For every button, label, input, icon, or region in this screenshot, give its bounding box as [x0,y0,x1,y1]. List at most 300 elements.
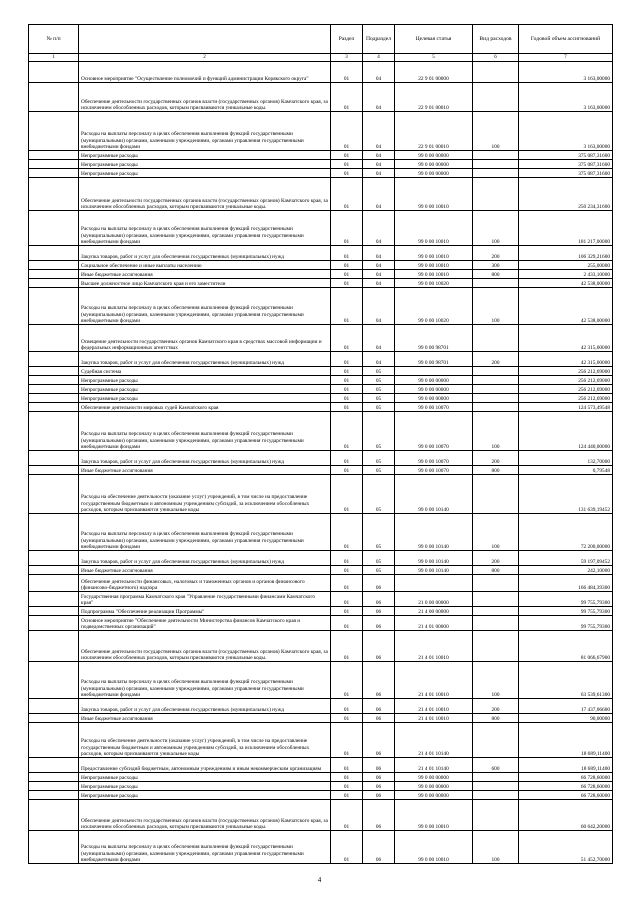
razdel-cell: 01 [331,367,363,376]
razdel-cell: 01 [331,403,363,412]
num-cell [29,773,79,782]
num-cell [29,160,79,169]
vr-cell [473,151,519,160]
vr-cell [473,592,519,607]
name-cell: Основное мероприятие "Обеспечение деятельности Министерства финансов Камчатского края и подведомственных организаций" [79,616,331,631]
header-row [29,25,613,54]
podrazdel-cell: 06 [363,575,395,592]
podrazdel-cell: 04 [363,151,395,160]
razdel-cell: 01 [331,83,363,112]
vr-cell [473,800,519,831]
name-cell: Обеспечение деятельности государственных органов власти (государственных органов) Камчатского края, за исключением обособленных расходов, которым присваиваются уникальные коды. [79,631,331,662]
razdel-cell: 01 [331,62,363,83]
num-cell [29,412,79,451]
name-cell: Непрограммные расходы [79,169,331,178]
table-row [29,800,613,831]
csr-cell: 99 0 00 10010 [395,270,473,279]
razdel-cell: 01 [331,782,363,791]
num-cell [29,325,79,352]
table-row [29,151,613,160]
razdel-cell: 01 [331,607,363,616]
podrazdel-cell: 04 [363,261,395,270]
num-cell [29,246,79,261]
amount-cell: 375 087,31600 [519,151,613,160]
name-cell: Социальное обеспечение и иные выплаты населению [79,261,331,270]
razdel-cell: 01 [331,178,363,211]
index-cell: 3 [331,54,363,62]
num-cell [29,631,79,662]
table-row [29,412,613,451]
podrazdel-cell: 06 [363,662,395,699]
num-cell [29,831,79,864]
num-cell [29,800,79,831]
table-row [29,325,613,352]
name-cell: Расходы на выплаты персоналу в целях обеспечения выполнения функций государственными (муниципальными) органами, казенными учреждениями, органами управления государственными внебюджетными фондами [79,211,331,246]
table-row [29,62,613,83]
name-cell: Расходы на выплаты персоналу в целях обеспечения выполнения функций государственными (муниципальными) органами, казенными учреждениями, органами управления государственными внебюджетными фондами [79,514,331,551]
amount-cell: 181 217,00000 [519,211,613,246]
csr-cell: 99 0 00 10140 [395,475,473,514]
vr-cell: 200 [473,246,519,261]
amount-cell: 3 163,00000 [519,112,613,151]
num-cell [29,699,79,714]
table-row [29,394,613,403]
amount-cell: 60 642,20000 [519,800,613,831]
table-row [29,699,613,714]
podrazdel-cell: 04 [363,246,395,261]
podrazdel-cell: 04 [363,325,395,352]
num-cell [29,758,79,773]
razdel-cell: 01 [331,270,363,279]
num-cell [29,279,79,288]
amount-cell: 375 087,31600 [519,169,613,178]
num-cell [29,514,79,551]
amount-cell: 124 440,00000 [519,412,613,451]
csr-cell: 99 0 00 00000 [395,394,473,403]
index-cell: 1 [29,54,79,62]
name-cell: Непрограммные расходы [79,773,331,782]
razdel-cell: 01 [331,791,363,800]
vr-cell: 100 [473,514,519,551]
num-cell [29,151,79,160]
vr-cell [473,575,519,592]
index-cell: 6 [473,54,519,62]
csr-cell: 99 0 00 10010 [395,800,473,831]
razdel-cell: 01 [331,616,363,631]
table-row [29,261,613,270]
index-cell: 2 [79,54,331,62]
amount-cell: 63 539,61300 [519,662,613,699]
name-cell: Закупка товаров, работ и услуг для обеспечения государственных (муниципальных) нужд [79,699,331,714]
vr-cell: 100 [473,412,519,451]
table-row [29,376,613,385]
razdel-cell: 01 [331,631,363,662]
podrazdel-cell: 05 [363,451,395,466]
csr-cell: 99 0 00 10070 [395,466,473,475]
vr-cell [473,791,519,800]
amount-cell: 250 234,31600 [519,178,613,211]
podrazdel-cell: 04 [363,279,395,288]
vr-cell [473,279,519,288]
table-row [29,270,613,279]
csr-cell: 21 4 01 10010 [395,699,473,714]
podrazdel-cell: 04 [363,178,395,211]
csr-cell: 99 0 00 00000 [395,791,473,800]
amount-cell: 18 689,11400 [519,758,613,773]
amount-cell: 66 728,60000 [519,773,613,782]
index-cell: 7 [519,54,613,62]
table-row [29,403,613,412]
name-cell: Освещение деятельности государственных органов Камчатского края в средствах массовой информации и федеральных информационных агентствах [79,325,331,352]
num-cell [29,261,79,270]
podrazdel-cell: 05 [363,475,395,514]
name-cell: Обеспечение деятельности мировых судей Камчатского края [79,403,331,412]
header-vr: Вид расходов [473,25,519,54]
podrazdel-cell: 06 [363,758,395,773]
razdel-cell: 01 [331,566,363,575]
name-cell: Непрограммные расходы [79,376,331,385]
table-row [29,83,613,112]
table-row [29,607,613,616]
table-row [29,160,613,169]
podrazdel-cell: 04 [363,352,395,367]
vr-cell [473,83,519,112]
vr-cell: 800 [473,566,519,575]
amount-cell: 51 452,70000 [519,831,613,864]
vr-cell [473,62,519,83]
amount-cell: 255,00000 [519,261,613,270]
csr-cell: 99 0 00 00000 [395,151,473,160]
razdel-cell: 01 [331,151,363,160]
razdel-cell: 01 [331,592,363,607]
csr-cell: 99 0 00 10020 [395,279,473,288]
vr-cell [473,376,519,385]
razdel-cell: 01 [331,831,363,864]
csr-cell: 21 4 01 10010 [395,714,473,723]
razdel-cell: 01 [331,279,363,288]
num-cell [29,169,79,178]
razdel-cell: 01 [331,800,363,831]
razdel-cell: 01 [331,288,363,325]
razdel-cell: 01 [331,160,363,169]
name-cell: Иные бюджетные ассигнования [79,466,331,475]
table-row [29,758,613,773]
razdel-cell: 01 [331,211,363,246]
num-cell [29,112,79,151]
vr-cell [473,607,519,616]
podrazdel-cell: 06 [363,607,395,616]
vr-cell [473,160,519,169]
table-row [29,551,613,566]
name-cell: Предоставление субсидий бюджетным, автономным учреждениям и иным некоммерческим организациям [79,758,331,773]
csr-cell: 99 0 00 10140 [395,566,473,575]
podrazdel-cell: 06 [363,699,395,714]
num-cell [29,83,79,112]
amount-cell: 132,70000 [519,451,613,466]
razdel-cell: 01 [331,451,363,466]
num-cell [29,782,79,791]
vr-cell [473,394,519,403]
name-cell: Закупка товаров, работ и услуг для обеспечения государственных (муниципальных) нужд [79,551,331,566]
podrazdel-cell: 04 [363,211,395,246]
name-cell: Высшее должностное лицо Камчатского края и его заместители [79,279,331,288]
razdel-cell: 01 [331,352,363,367]
csr-cell: 22 9 01 00000 [395,62,473,83]
vr-cell: 800 [473,466,519,475]
razdel-cell: 01 [331,758,363,773]
vr-cell: 200 [473,551,519,566]
csr-cell: 99 0 00 00000 [395,773,473,782]
podrazdel-cell: 06 [363,616,395,631]
table-row [29,288,613,325]
table-row [29,279,613,288]
name-cell: Непрограммные расходы [79,160,331,169]
csr-cell: 99 0 00 10010 [395,211,473,246]
name-cell: Непрограммные расходы [79,791,331,800]
vr-cell: 100 [473,831,519,864]
podrazdel-cell: 05 [363,394,395,403]
num-cell [29,178,79,211]
csr-cell: 21 4 00 00000 [395,607,473,616]
table-row [29,662,613,699]
csr-cell: 21 4 01 00000 [395,616,473,631]
name-cell: Расходы на выплаты персоналу в целях обеспечения выполнения функций государственными (муниципальными) органами, казенными учреждениями, органами управления государственными внебюджетными фондами [79,831,331,864]
num-cell [29,394,79,403]
csr-cell: 99 0 00 10020 [395,288,473,325]
amount-cell: 256 212,69000 [519,394,613,403]
razdel-cell: 01 [331,514,363,551]
amount-cell: 3 163,00000 [519,83,613,112]
podrazdel-cell: 05 [363,551,395,566]
table-row [29,466,613,475]
csr-cell: 21 4 01 10140 [395,723,473,758]
num-cell [29,403,79,412]
amount-cell: 66 728,60000 [519,791,613,800]
csr-cell [395,575,473,592]
name-cell: Расходы на выплаты персоналу в целях обеспечения выполнения функций государственными (муниципальными) органами, казенными учреждениями, органами управления государственными внебюджетными фондами [79,412,331,451]
table-row [29,773,613,782]
name-cell: Обеспечение деятельности финансовых, налоговых и таможенных органов и органов финансового (финансово-бюджетного) надзора [79,575,331,592]
csr-cell: 99 0 00 98701 [395,352,473,367]
name-cell: Расходы на обеспечение деятельности (оказание услуг) учреждений, в том числе на предоставление государственным бюджетным и автономным учреждениям субсидий, за исключением обособленных расходов, которым присваиваются уникальные коды [79,723,331,758]
name-cell: Иные бюджетные ассигнования [79,566,331,575]
csr-cell: 99 0 00 00000 [395,782,473,791]
razdel-cell: 01 [331,394,363,403]
podrazdel-cell: 04 [363,83,395,112]
num-cell [29,211,79,246]
vr-cell [473,367,519,376]
name-cell: Иные бюджетные ассигнования [79,270,331,279]
page-number: 4 [317,876,322,884]
vr-cell: 100 [473,662,519,699]
table-row [29,575,613,592]
podrazdel-cell: 05 [363,412,395,451]
num-cell [29,376,79,385]
podrazdel-cell: 04 [363,169,395,178]
amount-cell: 42 315,00000 [519,352,613,367]
num-cell [29,367,79,376]
razdel-cell: 01 [331,475,363,514]
csr-cell: 99 0 00 10010 [395,246,473,261]
amount-cell: 99 755,79300 [519,607,613,616]
name-cell: Судебная система [79,367,331,376]
table-row [29,782,613,791]
num-cell [29,62,79,83]
razdel-cell: 01 [331,662,363,699]
csr-cell: 99 0 00 98701 [395,325,473,352]
table-body [29,62,613,864]
podrazdel-cell: 04 [363,160,395,169]
podrazdel-cell: 05 [363,566,395,575]
csr-cell: 99 0 00 10010 [395,261,473,270]
podrazdel-cell: 06 [363,831,395,864]
csr-cell: 22 9 01 00010 [395,83,473,112]
num-cell [29,575,79,592]
name-cell: Закупка товаров, работ и услуг для обеспечения государственных (муниципальных) нужд [79,352,331,367]
num-cell [29,662,79,699]
table-row [29,246,613,261]
csr-cell: 99 0 00 00000 [395,169,473,178]
amount-cell: 81 066,67900 [519,631,613,662]
table-row [29,178,613,211]
razdel-cell: 01 [331,246,363,261]
podrazdel-cell: 05 [363,385,395,394]
csr-cell: 21 4 01 10010 [395,662,473,699]
name-cell: Государственная программа Камчатского края "Управление государственными финансами Камчатского края" [79,592,331,607]
podrazdel-cell: 06 [363,723,395,758]
podrazdel-cell: 06 [363,773,395,782]
csr-cell: 21 4 01 10010 [395,631,473,662]
budget-table [28,24,613,864]
razdel-cell: 01 [331,699,363,714]
razdel-cell: 01 [331,551,363,566]
num-cell [29,607,79,616]
csr-cell [395,367,473,376]
num-cell [29,592,79,607]
table-row [29,616,613,631]
num-cell [29,385,79,394]
table-row [29,451,613,466]
podrazdel-cell: 06 [363,592,395,607]
name-cell: Расходы на выплаты персоналу в целях обеспечения выполнения функций государственными (муниципальными) органами, казенными учреждениями, органами управления государственными внебюджетными фондами [79,112,331,151]
razdel-cell: 01 [331,169,363,178]
name-cell: Закупка товаров, работ и услуг для обеспечения государственных (муниципальных) нужд [79,451,331,466]
vr-cell: 800 [473,270,519,279]
csr-cell: 99 0 00 10070 [395,403,473,412]
csr-cell: 99 0 00 10010 [395,831,473,864]
table-row [29,592,613,607]
num-cell [29,791,79,800]
vr-cell [473,631,519,662]
amount-cell: 99 755,79300 [519,592,613,607]
amount-cell: 72 200,00000 [519,514,613,551]
csr-cell: 99 0 00 10010 [395,178,473,211]
podrazdel-cell: 06 [363,800,395,831]
header-podrazdel: Подраздел [363,25,395,54]
razdel-cell: 01 [331,385,363,394]
podrazdel-cell: 04 [363,112,395,151]
podrazdel-cell: 05 [363,376,395,385]
vr-cell: 100 [473,288,519,325]
vr-cell [473,723,519,758]
table-row [29,211,613,246]
name-cell: Обеспечение деятельности государственных органов власти (государственных органов) Камчатского края, за исключением обособленных расходов, которым присваиваются уникальные коды. [79,83,331,112]
header-csr: Целевая статья [395,25,473,54]
razdel-cell: 01 [331,112,363,151]
amount-cell: 66 728,60000 [519,782,613,791]
header-name [79,25,331,54]
header-amount: Годовой объем ассигнований [519,25,613,54]
csr-cell: 21 0 00 00000 [395,592,473,607]
name-cell: Расходы на выплаты персоналу в целях обеспечения выполнения функций государственными (муниципальными) органами, казенными учреждениями, органами управления государственными внебюджетными фондами [79,662,331,699]
podrazdel-cell: 06 [363,791,395,800]
razdel-cell: 01 [331,412,363,451]
razdel-cell: 01 [331,325,363,352]
csr-cell: 99 0 00 10070 [395,412,473,451]
num-cell [29,288,79,325]
table-row [29,631,613,662]
vr-cell: 200 [473,699,519,714]
vr-cell [473,169,519,178]
name-cell: Непрограммные расходы [79,782,331,791]
table-row [29,566,613,575]
razdel-cell: 01 [331,714,363,723]
podrazdel-cell: 05 [363,466,395,475]
table-row [29,112,613,151]
vr-cell [473,178,519,211]
podrazdel-cell: 04 [363,288,395,325]
csr-cell: 99 0 00 00000 [395,376,473,385]
vr-cell [473,782,519,791]
amount-cell: 42 538,00000 [519,288,613,325]
csr-cell: 99 0 00 00000 [395,160,473,169]
num-cell [29,723,79,758]
num-cell [29,714,79,723]
header-num: № п/п [29,25,79,54]
amount-cell: 166 484,39300 [519,575,613,592]
table-row [29,514,613,551]
amount-cell: 90,00000 [519,714,613,723]
razdel-cell: 01 [331,261,363,270]
header-razdel: Раздел [331,25,363,54]
name-cell: Иные бюджетные ассигнования [79,714,331,723]
csr-cell: 99 0 00 00000 [395,385,473,394]
podrazdel-cell: 05 [363,403,395,412]
vr-cell [473,403,519,412]
podrazdel-cell: 05 [363,367,395,376]
name-cell: Обеспечение деятельности государственных органов власти (государственных органов) Камчатского края, за исключением обособленных расходов, которым присваиваются уникальные коды. [79,178,331,211]
razdel-cell: 01 [331,466,363,475]
amount-cell: 256 212,69000 [519,376,613,385]
name-cell: Обеспечение деятельности государственных органов власти (государственных органов) Камчатского края, за исключением обособленных расходов, которым присваиваются уникальные коды. [79,800,331,831]
amount-cell: 106 329,21600 [519,246,613,261]
csr-cell: 21 4 01 10140 [395,758,473,773]
vr-cell [473,475,519,514]
razdel-cell: 01 [331,723,363,758]
amount-cell: 256 212,69000 [519,385,613,394]
index-cell: 4 [363,54,395,62]
csr-cell: 22 9 01 00010 [395,112,473,151]
name-cell: Непрограммные расходы [79,385,331,394]
podrazdel-cell: 06 [363,631,395,662]
num-cell [29,551,79,566]
table-row [29,352,613,367]
razdel-cell: 01 [331,376,363,385]
num-cell [29,616,79,631]
index-cell: 5 [395,54,473,62]
table-row [29,385,613,394]
table-row [29,714,613,723]
